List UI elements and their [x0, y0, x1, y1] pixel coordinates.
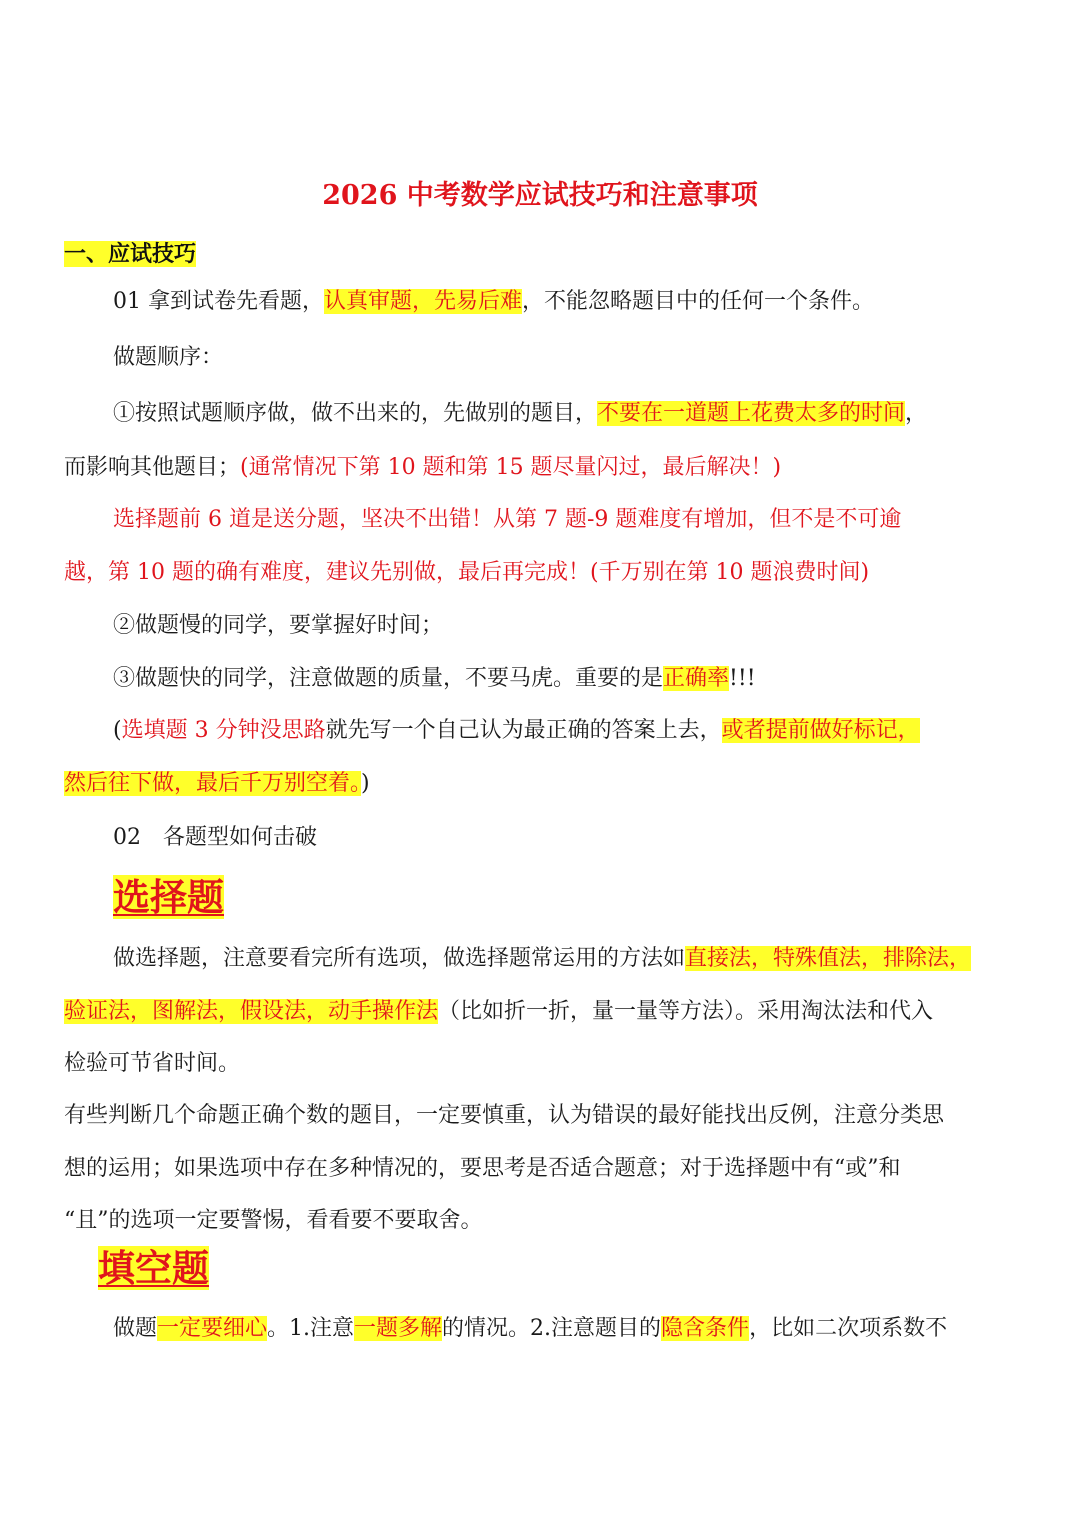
paragraph-choice-note: 选择题前 6 道是送分题，坚决不出错！从第 7 题-9 题难度有增加，但不是不可逾 — [113, 507, 902, 532]
heading-choice-questions: 选择题 — [113, 875, 224, 919]
paragraph-fill-1: 做题一定要细心。1.注意一题多解的情况。2.注意题目的隐含条件，比如二次项系数不 — [113, 1316, 948, 1341]
paragraph-choice-1: 做选择题，注意要看完所有选项，做选择题常运用的方法如直接法，特殊值法，排除法， — [113, 946, 972, 971]
order-label: 做题顺序： — [113, 345, 224, 370]
paragraph-choice-5: 想的运用；如果选项中存在多种情况的，要思考是否适合题意；对于选择题中有“或”和 — [64, 1156, 901, 1181]
paragraph-choice-2: 验证法，图解法，假设法，动手操作法（比如折一折，量一量等方法）。采用淘汰法和代入 — [64, 999, 934, 1024]
heading-fill-questions: 填空题 — [98, 1246, 209, 1290]
paragraph-order-3: ③做题快的同学，注意做题的质量，不要马虎。重要的是正确率!!! — [113, 666, 756, 691]
paragraph-choice-4: 有些判断几个命题正确个数的题目，一定要慎重，认为错误的最好能找出反例，注意分类思 — [64, 1103, 945, 1128]
paragraph-01: 01 拿到试卷先看题，认真审题，先易后难，不能忽略题目中的任何一个条件。 — [113, 289, 875, 314]
paragraph-choice-6: “且”的选项一定要警惕，看看要不要取舍。 — [64, 1208, 483, 1233]
document-title: 2026 中考数学应试技巧和注意事项 — [322, 180, 758, 211]
paragraph-choice-3: 检验可节省时间。 — [64, 1051, 241, 1076]
paragraph-fill-tip: (选填题 3 分钟没思路就先写一个自己认为最正确的答案上去，或者提前做好标记， — [113, 718, 920, 743]
paragraph-02: 02 各题型如何击破 — [113, 825, 317, 850]
paragraph-fill-tip-cont: 然后往下做，最后千万别空着。) — [64, 771, 370, 796]
paragraph-choice-note-cont: 越，第 10 题的确有难度，建议先别做，最后再完成！(千万别在第 10 题浪费时间) — [64, 560, 870, 585]
paragraph-order-2: ②做题慢的同学，要掌握好时间； — [113, 613, 444, 638]
paragraph-order-1-cont: 而影响其他题目；(通常情况下第 10 题和第 15 题尽量闪过，最后解决！) — [64, 455, 782, 480]
section-heading-exam-tips: 一、应试技巧 — [64, 241, 197, 267]
paragraph-order-1: ①按照试题顺序做，做不出来的，先做别的题目，不要在一道题上花费太多的时间， — [113, 401, 928, 426]
